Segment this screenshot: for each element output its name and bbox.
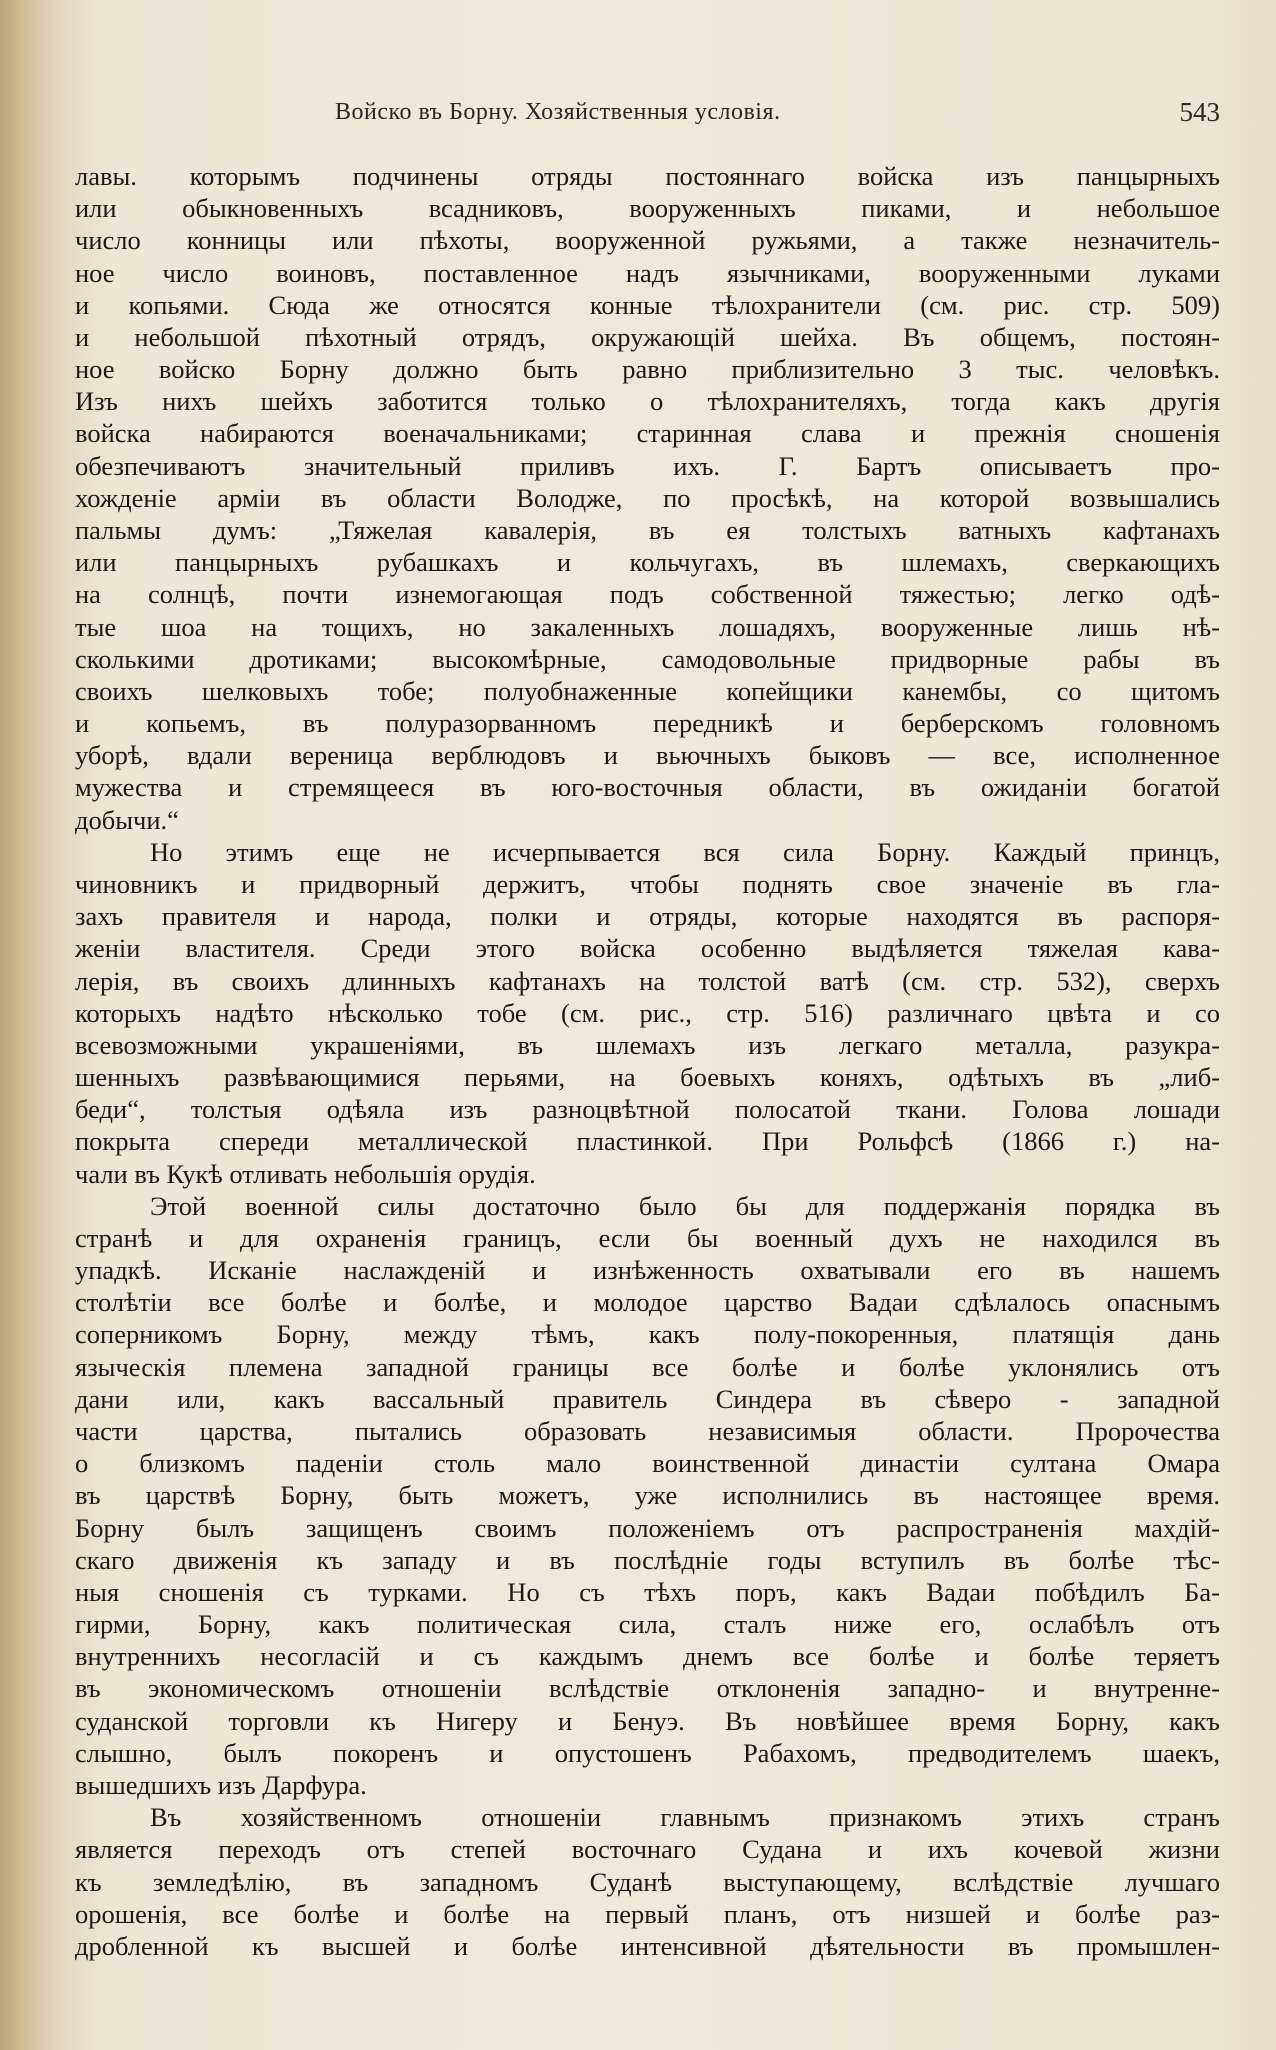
text-line: упадкѣ. Исканіе наслажденій и изнѣженность охватывали его въ нашемъ: [75, 1255, 1220, 1286]
text-line: Но этимъ еще не исчерпывается вся сила Борну. Каждый принцъ,: [150, 836, 1220, 867]
text-line: или панцырныхъ рубашкахъ и кольчугахъ, въ шлемахъ, сверкающихъ: [75, 547, 1220, 578]
text-line: которыхъ надѣто нѣсколько тобе (см. рис., стр. 516) различнаго цвѣта и со: [75, 997, 1220, 1028]
page-header: [150, 95, 1220, 135]
text-line: своихъ шелковыхъ тобе; полуобнаженные копейщики канембы, со щитомъ: [75, 675, 1220, 706]
text-line: суданской торговли къ Нигеру и Бенуэ. Въ новѣйшее время Борну, какъ: [75, 1705, 1220, 1736]
text-line: столѣтіи все болѣе и болѣе, и молодое царство Вадаи сдѣлалось опаснымъ: [75, 1287, 1220, 1318]
text-line: части царства, пытались образовать независимыя области. Пророчества: [75, 1416, 1220, 1447]
body-text: [75, 160, 1220, 1961]
text-line: къ земледѣлію, въ западномъ Суданѣ выступающему, вслѣдствіе лучшаго: [75, 1866, 1220, 1897]
text-line: шенныхъ развѣвающимися перьями, на боевыхъ коняхъ, одѣтыхъ въ „либ-: [75, 1062, 1220, 1093]
text-line: всевозможными украшеніями, въ шлемахъ изъ легкаго металла, разукра-: [75, 1029, 1220, 1060]
text-line: ное войско Борну должно быть равно приблизительно 3 тыс. человѣкъ.: [75, 354, 1220, 385]
text-line: или обыкновенныхъ всадниковъ, вооруженныхъ пиками, и небольшое: [75, 193, 1220, 224]
text-line: чиновникъ и придворный держитъ, чтобы поднять свое значеніе въ гла-: [75, 868, 1220, 899]
text-line: хожденіе арміи въ области Володже, по просѣкѣ, на которой возвышались: [75, 482, 1220, 513]
text-line: тые шоа на тощихъ, но закаленныхъ лошадяхъ, вооруженные лишь нѣ-: [75, 611, 1220, 642]
text-line: Борну былъ защищенъ своимъ положеніемъ отъ распространенія махдій-: [75, 1512, 1220, 1543]
text-line: дробленной къ высшей и болѣе интенсивной дѣятельности въ промышлен-: [75, 1930, 1220, 1961]
text-line: сколькими дротиками; высокомѣрные, самодовольные придворные рабы въ: [75, 643, 1220, 674]
text-line: языческія племена западной границы все болѣе и болѣе уклонялись отъ: [75, 1351, 1220, 1382]
text-line: гирми, Борну, какъ политическая сила, сталъ ниже его, ослабѣлъ отъ: [75, 1609, 1220, 1640]
text-line: ныя сношенія съ турками. Но съ тѣхъ поръ, какъ Вадаи побѣдилъ Ба-: [75, 1576, 1220, 1607]
text-line: странѣ и для охраненія границъ, если бы военный духъ не находился въ: [75, 1222, 1220, 1253]
text-line: Этой военной силы достаточно было бы для поддержанія порядка въ: [150, 1190, 1220, 1221]
text-line: слышно, былъ покоренъ и опустошенъ Рабахомъ, предводителемъ шаекъ,: [75, 1737, 1220, 1768]
text-line: захъ правителя и народа, полки и отряды, которые находятся въ распоря-: [75, 901, 1220, 932]
text-line: Изъ нихъ шейхъ заботится только о тѣлохранителяхъ, тогда какъ другія: [75, 386, 1220, 417]
text-line: соперникомъ Борну, между тѣмъ, какъ полу-покоренныя, платящія дань: [75, 1319, 1220, 1350]
text-line: и небольшой пѣхотный отрядъ, окружающій шейха. Въ общемъ, постоян-: [75, 321, 1220, 352]
text-line: въ экономическомъ отношеніи вслѣдствіе отклоненія западно- и внутренне-: [75, 1673, 1220, 1704]
text-line: мужества и стремящееся въ юго-восточныя области, въ ожиданіи богатой: [75, 772, 1220, 803]
text-line: войска набираются военачальниками; старинная слава и прежнія сношенія: [75, 418, 1220, 449]
text-line: пальмы думъ: „Тяжелая кавалерія, въ ея толстыхъ ватныхъ кафтанахъ: [75, 514, 1220, 545]
running-title: Войско въ Борну. Хозяйственныя условія.: [335, 99, 781, 125]
text-line: Въ хозяйственномъ отношеніи главнымъ признакомъ этихъ странъ: [150, 1802, 1220, 1833]
text-line: лерія, въ своихъ длинныхъ кафтанахъ на толстой ватѣ (см. стр. 532), сверхъ: [75, 965, 1220, 996]
text-line: ное число воиновъ, поставленное надъ язычниками, вооруженными луками: [75, 257, 1220, 288]
page-number: 543: [1179, 97, 1220, 127]
text-line: покрыта спереди металлической пластинкой. При Рольфсѣ (1866 г.) на-: [75, 1126, 1220, 1157]
text-line: добычи.“: [75, 804, 179, 835]
text-line: о близкомъ паденіи столь мало воинственной династіи султана Омара: [75, 1448, 1220, 1479]
text-line: и копьями. Сюда же относятся конные тѣлохранители (см. рис. стр. 509): [75, 289, 1220, 320]
text-line: внутреннихъ несогласій и съ каждымъ днемъ все болѣе и болѣе теряетъ: [75, 1641, 1220, 1672]
text-line: въ царствѣ Борну, быть можетъ, уже исполнились въ настоящее время.: [75, 1480, 1220, 1511]
text-line: лавы. которымъ подчинены отряды постояннаго войска изъ панцырныхъ: [75, 161, 1220, 191]
text-line: женіи властителя. Среди этого войска особенно выдѣляется тяжелая кава-: [75, 933, 1220, 964]
text-line: на солнцѣ, почти изнемогающая подъ собственной тяжестью; легко одѣ-: [75, 579, 1220, 610]
text-line: является переходъ отъ степей восточнаго Судана и ихъ кочевой жизни: [75, 1834, 1220, 1865]
text-line: скаго движенія къ западу и въ послѣдніе годы вступилъ въ болѣе тѣс-: [75, 1544, 1220, 1575]
text-line: уборѣ, вдали вереница верблюдовъ и вьючныхъ быковъ — все, исполненное: [75, 740, 1220, 771]
text-line: дани или, какъ вассальный правитель Синдера въ сѣверо - западной: [75, 1383, 1220, 1414]
text-line: вышедшихъ изъ Дарфура.: [75, 1770, 367, 1800]
text-line: чали въ Кукѣ отливать небольшія орудія.: [75, 1158, 536, 1189]
text-line: обезпечиваютъ значительный приливъ ихъ. Г. Бартъ описываетъ про-: [75, 450, 1220, 481]
text-line: число конницы или пѣхоты, вооруженной ружьями, а также незначитель-: [75, 225, 1220, 256]
text-line: орошенія, все болѣе и болѣе на первый планъ, отъ низшей и болѣе раз-: [75, 1898, 1220, 1929]
text-line: беди“, толстыя одѣяла изъ разноцвѣтной полосатой ткани. Голова лошади: [75, 1094, 1220, 1125]
text-line: и копьемъ, въ полуразорванномъ передникѣ и берберскомъ головномъ: [75, 708, 1220, 739]
